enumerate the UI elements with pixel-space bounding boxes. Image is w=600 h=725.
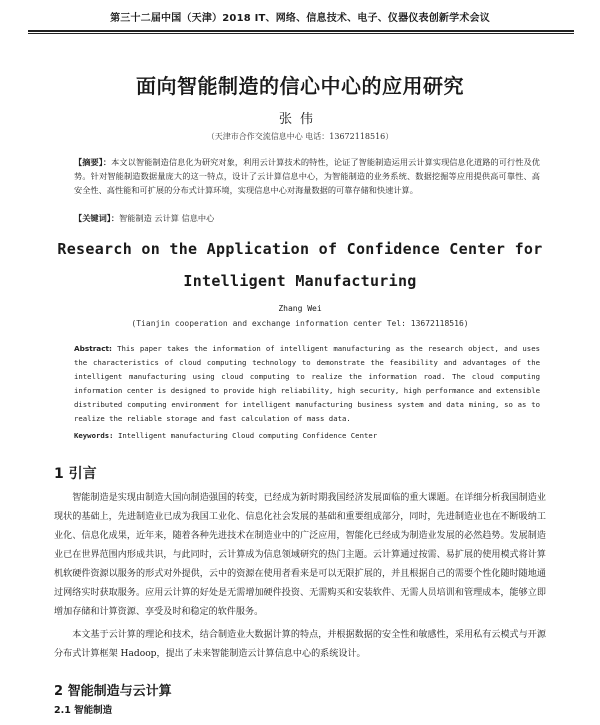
chinese-keywords-label: 【关键词】： [74, 213, 120, 223]
english-title-line2: Intelligent Manufacturing [183, 272, 417, 290]
chinese-affiliation: （天津市合作交流信息中心 电话：13672118516） [206, 132, 394, 141]
chinese-author: 张伟 [278, 112, 321, 127]
english-abstract-text: This paper takes the information of intelligent manufacturing as the research object, and uses the characteristics of cloud computing technology to demonstrate the feasibility and advantages of the intelligent manufacturing using cloud computing to realize the information road. The cloud computing information center is designed to provide high reliability, high security, high performance and extensible distributed computing environment for intelligent manufacturing business system and data mining, so as to realize the reliable storage and fast calculation of mass data. [74, 344, 540, 423]
chinese-abstract-text: 本文以智能制造信息化为研究对象，利用云计算技术的特性，论证了智能制造运用云计算实现信息化道路的可行性及优势。针对智能制造数据量庞大的这一特点，设计了云计算信息中心，为智能制造的业务系统、数据挖掘等应用提供高可靠性、高安全性、高性能和可扩展的分布式计算环境，实现信息中心对海量数据的可靠存储和快速计算。 [74, 157, 540, 195]
running-header: 第三十二届中国（天津）2018 IT、网络、信息技术、电子、仪器仪表创新学术会议 [110, 13, 490, 24]
body-paragraph: 本文基于云计算的理论和技术，结合制造业大数据计算的特点，并根据数据的安全性和敏感性，采用私有云模式与开源分布式计算框架 Hadoop，提出了未来智能制造云计算信息中心的系统设计。 [54, 630, 546, 659]
chinese-abstract [74, 155, 540, 197]
section-heading-introduction: 1 引言 [54, 466, 97, 482]
section-heading-manufacturing-cloud: 2 智能制造与云计算 [54, 684, 172, 699]
english-keywords-label: Keywords: [74, 431, 114, 440]
english-abstract [74, 342, 540, 426]
english-abstract-label: Abstract: [74, 344, 112, 353]
english-affiliation: (Tianjin cooperation and exchange information center Tel: 13672118516) [131, 319, 469, 328]
body-paragraph: 智能制造是实现由制造大国向制造强国的转变，已经成为新时期我国经济发展面临的重大课题。在详细分析我国制造业现状的基础上，先进制造业已成为我国工业化、信息化社会发展的基础和重要组成部分，同时，先进制造业也在不断吸纳工业化、信息化成果，近年来，随着各种先进技术在制造业中的广泛应用，智能化已经成为制造业发展的必然趋势。发展制造业已在世界范围内形成共识，与此同时，云计算成为信息领域研究的热门主题。云计算通过按需、易扩展的使用模式将计算机软硬件资源以服务的形式对外提供，云中的资源在使用者看来是可以无限扩展的，并且根据自己的需要个性化随时随地通过网络实时获取服务。应用云计算的好处是无需增加硬件投资、无需购买和安装软件、无需人员培训和管理成本，能够立即增加存储和计算资源、享受及时和稳定的软件服务。 [54, 493, 546, 617]
english-keywords [74, 431, 540, 440]
chinese-title: 面向智能制造的信心中心的应用研究 [136, 74, 464, 98]
english-keywords-text: Intelligent manufacturing Cloud computing Confidence Center [117, 431, 378, 440]
subsection-heading: 2.1 智能制造 [54, 705, 113, 716]
chinese-keywords [74, 211, 540, 225]
header-rule-thin [28, 33, 574, 34]
chinese-keywords-text: 智能制造 云计算 信息中心 [119, 213, 215, 223]
chinese-abstract-label: 【摘要】： [74, 157, 112, 167]
english-author: Zhang Wei [278, 304, 322, 313]
header-rule-thick [28, 30, 574, 32]
english-title-line1: Research on the Application of Confidence Center for [57, 240, 543, 258]
